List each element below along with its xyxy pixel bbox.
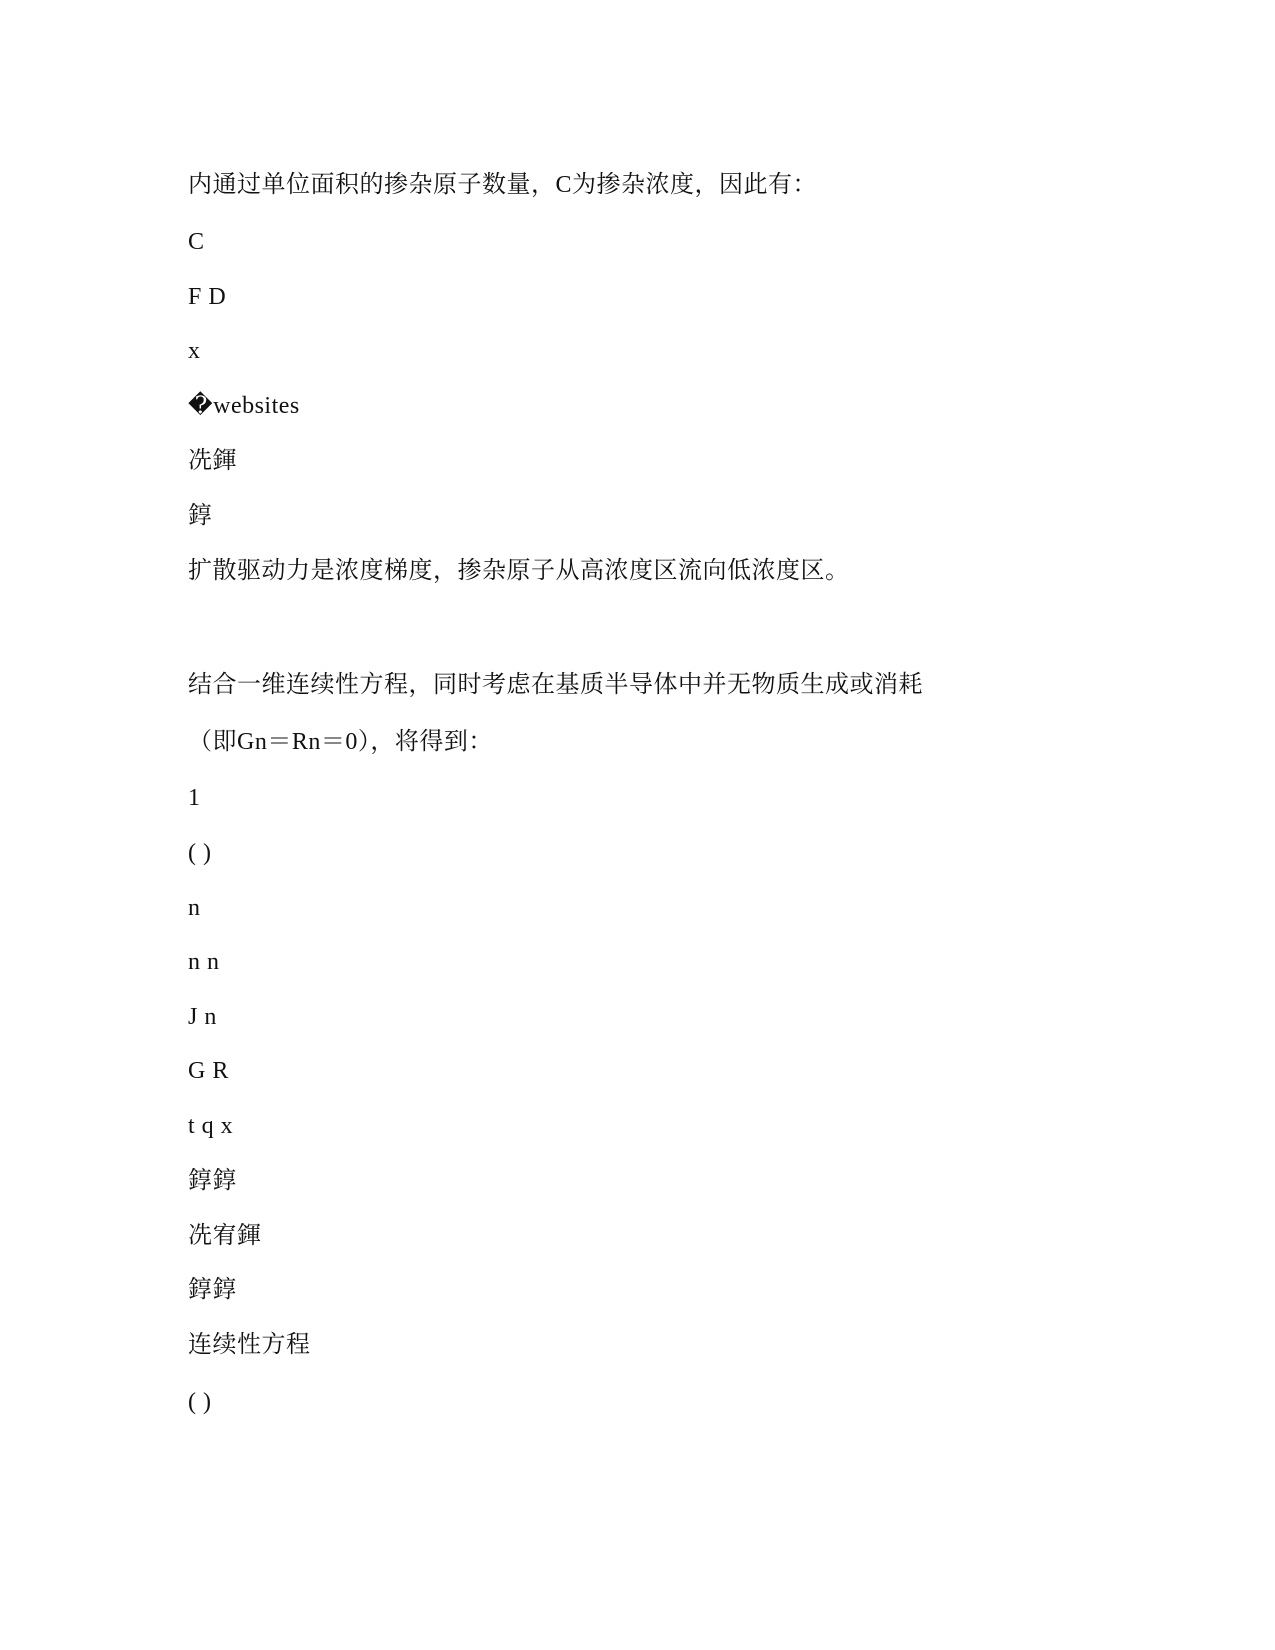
formula-garbled-3: 錞	[188, 503, 213, 529]
formula-garbled-1: �websites	[188, 393, 300, 419]
paragraph-continuity-condition: （即Gn＝Rn＝0），将得到：	[188, 729, 493, 755]
formula-fragment-tqx: t q x	[188, 1113, 234, 1139]
formula-fragment-parens-2: ( )	[188, 1389, 212, 1415]
paragraph-diffusion-driving-force: 扩散驱动力是浓度梯度，掺杂原子从高浓度区流向低浓度区。	[188, 558, 850, 584]
formula-fragment-parens: ( )	[188, 840, 212, 866]
formula-fragment-x: x	[188, 338, 201, 364]
formula-fragment-jn: J n	[188, 1004, 217, 1030]
formula-garbled-2: 冼鍕	[188, 448, 237, 474]
formula-fragment-fd: F D	[188, 284, 227, 310]
formula-garbled-5: 冼宥鍕	[188, 1223, 262, 1249]
formula-fragment-gr: G R	[188, 1058, 229, 1084]
formula-garbled-4: 錞錞	[188, 1168, 237, 1194]
formula-fragment-1: 1	[188, 785, 201, 811]
formula-fragment-nn: n n	[188, 949, 220, 975]
paragraph-continuity-intro: 结合一维连续性方程，同时考虑在基质半导体中并无物质生成或消耗	[188, 672, 923, 698]
formula-fragment-c: C	[188, 229, 205, 255]
formula-garbled-6: 錞錞	[188, 1277, 237, 1303]
formula-fragment-n: n	[188, 895, 201, 921]
paragraph-intro: 内通过单位面积的掺杂原子数量，C为掺杂浓度，因此有：	[188, 172, 818, 198]
label-continuity-equation: 连续性方程	[188, 1332, 311, 1358]
